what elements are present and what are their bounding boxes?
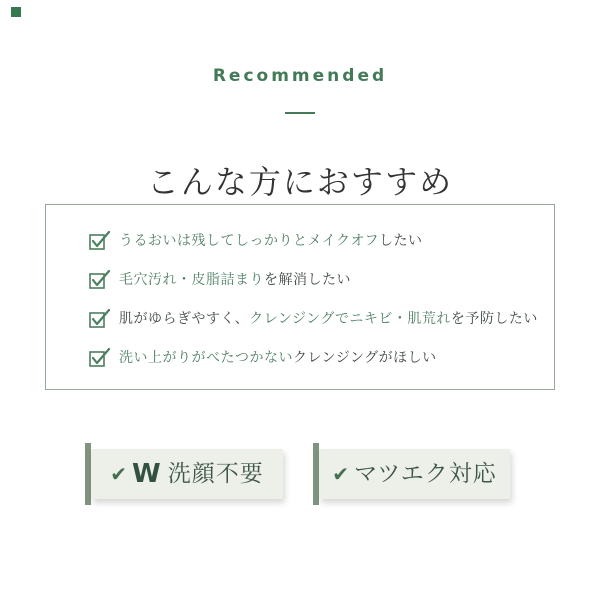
highlight-text: うるおいは残してしっかりとメイクオフ: [119, 232, 380, 249]
checklist-item-text: [119, 230, 423, 250]
list-item: [89, 337, 554, 376]
checkbox-checked-icon: [89, 308, 111, 328]
list-item: [89, 259, 554, 298]
highlight-text: 洗い上がりがべたつかない: [119, 349, 293, 366]
eyebrow-underline: [285, 112, 315, 114]
check-icon: ✔: [110, 462, 128, 486]
corner-mark: [11, 7, 21, 17]
checkbox-checked-icon: [89, 269, 111, 289]
checklist: [46, 205, 554, 376]
checkbox-checked-icon: [89, 230, 111, 250]
plain-text: を予防したい: [450, 310, 538, 327]
check-icon: ✔: [332, 462, 349, 486]
highlight-text: クレンジングでニキビ・肌荒れ: [249, 310, 451, 327]
badge-card: [319, 449, 510, 499]
list-item: [89, 298, 554, 337]
badge-emphasis: W: [132, 459, 161, 489]
eyebrow-label: Recommended: [212, 66, 388, 86]
badge-label: 洗顔不要: [167, 460, 264, 487]
checklist-item-text: [119, 308, 538, 328]
checkbox-checked-icon: [89, 347, 111, 367]
plain-text: を解消したい: [264, 271, 351, 288]
highlight-text: 毛穴汚れ・皮脂詰まり: [119, 271, 264, 288]
checklist-panel: [45, 204, 555, 390]
plain-text: クレンジングがほしい: [293, 349, 437, 366]
feature-badge-eyelash-extension: [313, 443, 510, 505]
badge-card: [91, 449, 283, 499]
feature-badge-double-cleanse: [85, 443, 283, 505]
list-item: [89, 220, 554, 259]
checklist-item-text: [119, 347, 437, 367]
badge-label: マツエク対応: [353, 460, 497, 487]
checklist-item-text: [119, 269, 351, 289]
plain-text: したい: [379, 232, 423, 249]
plain-text: 肌がゆらぎやすく、: [119, 310, 250, 327]
page-title: こんな方におすすめ: [146, 163, 454, 202]
